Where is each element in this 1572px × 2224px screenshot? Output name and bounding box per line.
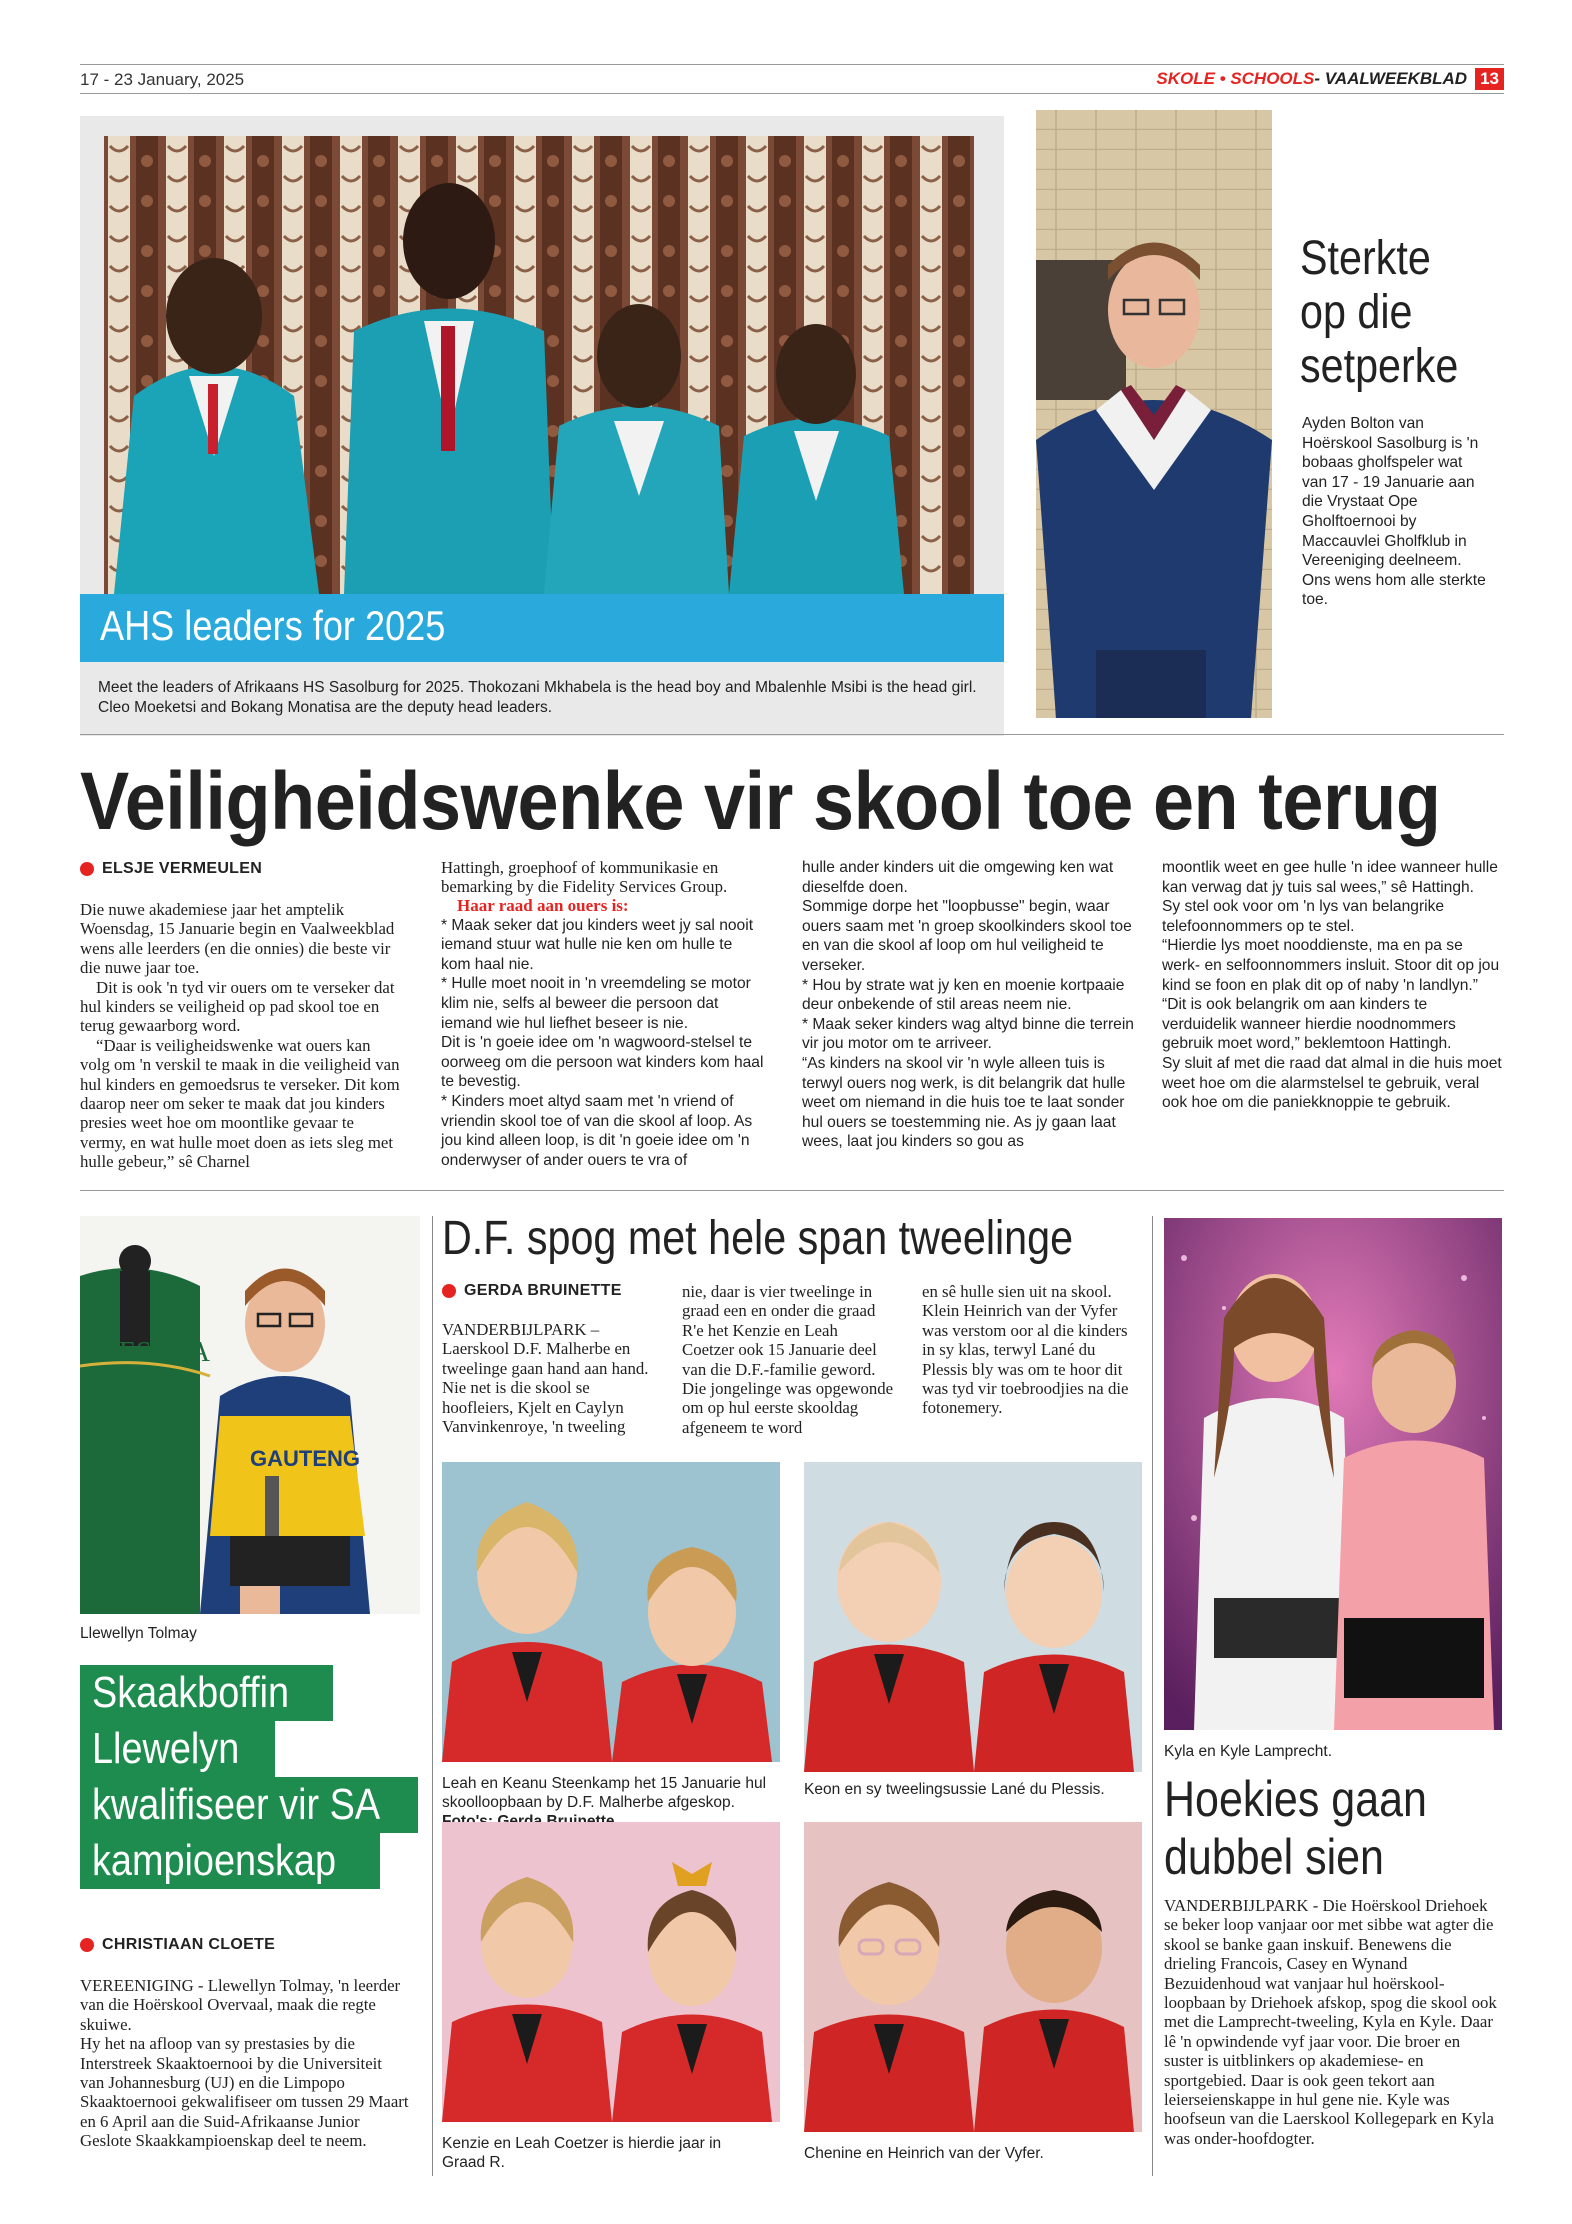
- issue-date: 17 - 23 January, 2025: [80, 70, 245, 89]
- df-caption-3: Kenzie en Leah Coetzer is hierdie jaar in Graad R.: [442, 2135, 722, 2171]
- paper-name: - VAALWEEKBLAD: [1314, 69, 1468, 88]
- chess-byline: [80, 1936, 275, 1954]
- paragraph: Hy het na afloop van sy prestasies by die Interstreek Skaaktoernooi by die Universiteit van Johannesburg (UJ) en die Limpopo Skaaktoernooi gekwalifiseer om tussen 29 Maart en 6 April aan die Suid-Afrikaanse Junior Geslote Skaakkampioenskap deel te neem.: [80, 2034, 409, 2151]
- ahs-caption: Meet the leaders of Afrikaans HS Sasolburg for 2025. Thokozani Mkhabela is the head boy and Mbalenhle Msibi is the head girl. Cleo Moeketsi and Bokang Monatisa are the deputy head leaders.: [98, 679, 977, 716]
- sterkte-title-line: Sterkte: [1300, 232, 1431, 285]
- veiligheid-byline: [80, 860, 262, 878]
- coetzer-twins-photo: [442, 1822, 780, 2122]
- df-column-2: nie, daar is vier tweelinge in graad een en onder die graad R'e het Kenzie en Leah Coetzer ook 15 Januarie deel van die D.F.-familie geword. Die jongelinge was opgewonde om op hul eerste skooldag afgeneem te word: [682, 1282, 894, 1437]
- df-byline: [442, 1282, 622, 1300]
- llewellyn-photo: [80, 1216, 420, 1614]
- twins-illustration: [1164, 1218, 1502, 1730]
- paragraph: Sy stel ook voor om 'n lys van belangrike telefoonnommers op te stel.: [1162, 898, 1445, 935]
- section-label: SKOLE • SCHOOLS: [1156, 69, 1315, 88]
- ahs-story: [80, 116, 1004, 736]
- chess-title: [80, 1665, 420, 1889]
- gauteng-shirt-print: GAUTENG: [250, 1446, 360, 1471]
- paragraph: moontlik weet en gee hulle 'n idee wanneer hulle kan verwag dat jy tuis sal wees,” sê Hattingh.: [1162, 859, 1498, 896]
- page-number: 13: [1475, 68, 1504, 90]
- ahs-title: AHS leaders for 2025: [100, 602, 446, 649]
- lamprecht-caption: Kyla en Kyle Lamprecht.: [1164, 1743, 1333, 1760]
- column-divider: [1152, 1216, 1153, 2176]
- chess-player-illustration: [80, 1216, 420, 1614]
- page-header: [80, 64, 1504, 94]
- chess-sa-banner: CHESS SA: [80, 1337, 210, 1368]
- lamprecht-twins-photo: [1164, 1218, 1502, 1730]
- leaders-photo-illustration: [104, 136, 974, 594]
- subheading: Haar raad aan ouers is:: [457, 896, 629, 915]
- sterkte-body: Ayden Bolton van Hoërskool Sasolburg is 'n bobaas gholfspeler wat van 17 - 19 Januarie aan die Vrystaat Ope Gholftoernooi by Maccauvlei Gholfklub in Vereeniging deelneem. Ons wens hom alle sterkte toe.: [1302, 415, 1486, 609]
- hoekies-title-line: Hoekies gaan: [1164, 1771, 1427, 1827]
- sterkte-title: [1300, 232, 1500, 394]
- divider: [80, 734, 1504, 735]
- df-caption-4: Chenine en Heinrich van der Vyfer.: [804, 2145, 1044, 2162]
- ahs-title-bar: [80, 594, 1004, 662]
- byline-author: CHRISTIAAN CLOETE: [102, 1936, 276, 1953]
- paragraph: * Maak seker dat jou kinders weet jy sal nooit iemand stuur wat hulle nie ken om hulle te kom haal nie.: [441, 916, 754, 973]
- veiligheid-column-2: [441, 858, 765, 897]
- divider: [80, 1190, 1504, 1191]
- paragraph: “As kinders na skool vir 'n wyle alleen tuis is terwyl ouers nog werk, is dit belangrik dat hulle weet om niemand in die huis toe te laat sonder hul ouers se toestemming nie. As jy gaan laat wees, laat jou kinders so gou as: [802, 1054, 1126, 1151]
- chess-title-line: kwalifiseer vir SA: [92, 1780, 381, 1829]
- hoekies-title: [1164, 1770, 1502, 1886]
- df-column-3: en sê hulle sien uit na skool. Klein Heinrich van der Vyfer was verstom oor al die kinders in sy klas, terwyl Lané du Plessis bly was om te hoor dit was tyd vir toebroodjies na die fotonemery.: [922, 1282, 1129, 1418]
- paragraph: Sommige dorpe het "loopbusse" begin, waar ouers saam met 'n groep skoolkinders skool toe en van die skool af loop om hul veiligheid te verseker.: [802, 898, 1132, 974]
- twins-illustration: [442, 1462, 780, 1762]
- chess-title-line: Llewelyn: [92, 1724, 240, 1773]
- sterkte-title-line: setperke: [1300, 340, 1459, 393]
- sterkte-title-line: op die: [1300, 286, 1413, 339]
- du-plessis-twins-photo: [804, 1462, 1142, 1772]
- paragraph: Hattingh, groephoof of kommunikasie en bemarking by die Fidelity Services Group.: [441, 858, 728, 897]
- byline-dot: [80, 862, 94, 876]
- twins-illustration: [804, 1822, 1142, 2132]
- ahs-leaders-photo: [104, 136, 974, 594]
- column-divider: [432, 1216, 433, 2176]
- paragraph: Die nuwe akademiese jaar het amptelik Woensdag, 15 Januarie begin en Vaalweekblad wens alle leerders (en die onnies) die beste vir die nuwe jaar toe.: [80, 900, 395, 978]
- chess-body: [80, 1976, 410, 2151]
- llewellyn-caption: Llewellyn Tolmay: [80, 1625, 197, 1642]
- byline-dot: [442, 1284, 456, 1298]
- ayden-photo: [1036, 110, 1272, 718]
- paragraph: * Hou by strate wat jy ken en moenie kortpaaie deur onbekende of stil areas neem nie.: [802, 976, 1125, 1014]
- caption-text: Leah en Keanu Steenkamp het 15 Januarie hul skoolloopbaan by D.F. Malherbe afgeskop.: [442, 1775, 767, 1811]
- byline-dot: [80, 1938, 94, 1952]
- veiligheid-headline: Veiligheidswenke vir skool toe en terug: [80, 756, 1441, 847]
- byline-author: ELSJE VERMEULEN: [102, 860, 263, 877]
- paragraph: Sy sluit af met die raad dat almal in die huis moet weet hoe om die alarmstelsel te gebruik, veral ook hoe om die paniekknoppie te gebruik.: [1162, 1054, 1502, 1112]
- steenkamp-twins-photo: [442, 1462, 780, 1762]
- hoekies-body: VANDERBIJLPARK - Die Hoërskool Driehoek se beker loop vanjaar oor met sibbe wat agter die skool se banke gaan inskuif. Benewens die drieling Francois, Casey en Wynand Bezuidenhoud wat vanjaar hul hoërskool-loopbaan by Driehoek afskop, spog die skool ook met die Lamprecht-tweeling, Kyla en Kyle. Daar lê 'n opwindende vyf jaar voor. Die broer en suster is uitblinkers op akademiese- en sportgebied. Daar is ook geen tekort aan leierseienskappe in hul gene nie. Kyle was hoofseun van die Laerskool Kollegepark en Kyla was onder-hoofdogter.: [1164, 1896, 1497, 2148]
- paragraph: Dit is 'n goeie idee om 'n wagwoord-stelsel te oorweeg om die persoon wat kinders kom haal te bevestig.: [441, 1034, 764, 1091]
- paragraph: * Maak seker kinders wag altyd binne die terrein vir jou motor om te arriveer.: [802, 1015, 1134, 1053]
- golfer-illustration: [1036, 110, 1272, 718]
- paragraph: Dit is ook 'n tyd vir ouers om te verseker dat hul kinders se veiligheid op pad skool toe en terug gewaarborg word.: [80, 977, 395, 1036]
- df-caption-2: Keon en sy tweelingsussie Lané du Plessis.: [804, 1781, 1105, 1798]
- veiligheid-column-4: [1162, 858, 1502, 1113]
- chess-title-line: kampioenskap: [92, 1836, 337, 1885]
- hoekies-title-line: dubbel sien: [1164, 1829, 1384, 1885]
- chess-title-line: Skaakboffin: [92, 1668, 290, 1717]
- van-der-vyfer-twins-photo: [804, 1822, 1142, 2132]
- df-headline: D.F. spog met hele span tweelinge: [442, 1212, 1074, 1265]
- twins-illustration: [442, 1822, 780, 2122]
- paragraph: VEREENIGING - Llewellyn Tolmay, 'n leerder van die Hoërskool Overvaal, maak die regte skuiwe.: [80, 1976, 401, 2034]
- paragraph: “Daar is veiligheidswenke wat ouers kan volg om 'n verskil te maak in die veiligheid van hul kinders en gemoedsrus te verseker. Dit kom daarop neer om seker te maak dat jou kinders presies weet hoe om moontlike gevaar te vermy, en wat hulle moet doen as iets sleg met hulle gebeur,” sê Charnel: [80, 1035, 400, 1172]
- veiligheid-column-2-list: [441, 896, 765, 1170]
- paragraph: “Dit is ook belangrik om aan kinders te verduidelik wanneer hierdie noodnommers gebruik moet word,” beklemtoon Hattingh.: [1162, 996, 1456, 1053]
- twins-illustration: [804, 1462, 1142, 1772]
- df-column-1: VANDERBIJLPARK – Laerskool D.F. Malherbe en tweelinge gaan hand aan hand. Nie net is die skool se hoofleiers, Kjelt en Caylyn Vanvinkenroye, 'n tweeling: [442, 1320, 649, 1437]
- paragraph: “Hierdie lys moet nooddienste, ma en pa se werk- en selfoonnommers insluit. Stoor dit op jou kind se foon en plak dit op of naby 'n landlyn.”: [1162, 937, 1500, 994]
- paragraph: hulle ander kinders uit die omgewing ken wat dieselfde doen.: [802, 859, 1114, 896]
- paragraph: * Hulle moet nooit in 'n vreemdeling se motor klim nie, selfs al beweer die persoon dat iemand wie hul liefhet beseer is nie.: [441, 975, 751, 1032]
- veiligheid-column-3: [802, 858, 1142, 1152]
- paragraph: * Kinders moet altyd saam met 'n vriend of vriendin skool toe of van die skool af loop. As jou kind alleen loop, is dit 'n goeie idee om 'n onderwyser of ander ouers te vra of: [441, 1092, 753, 1169]
- veiligheid-column-1: [80, 900, 404, 1172]
- byline-author: GERDA BRUINETTE: [464, 1282, 622, 1299]
